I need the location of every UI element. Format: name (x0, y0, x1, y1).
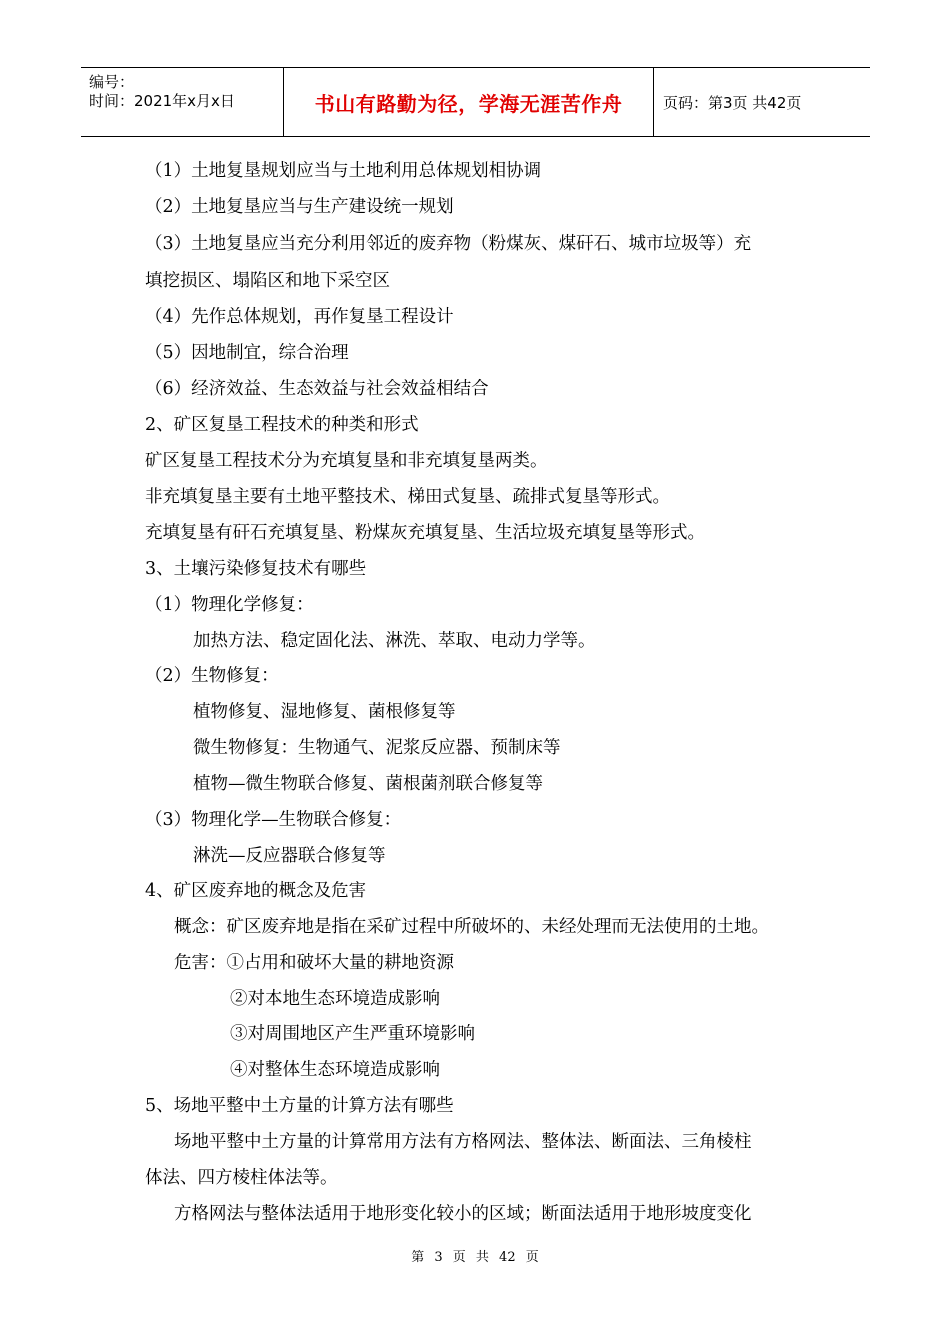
body-line: 危害：①占用和破坏大量的耕地资源 (174, 953, 454, 973)
motto-text: 书山有路勤为径，学海无涯苦作舟 (314, 91, 623, 116)
header-info-cell (81, 68, 284, 136)
body-line: （5）因地制宜，综合治理 (145, 343, 349, 363)
time-label: 时间：2021年x月x日 (89, 92, 235, 110)
body-line: 植物修复、湿地修复、菌根修复等 (193, 702, 456, 722)
header-motto-cell (284, 68, 654, 136)
body-line: 体法、四方棱柱体法等。 (145, 1168, 338, 1188)
body-line: 充填复垦有矸石充填复垦、粉煤灰充填复垦、生活垃圾充填复垦等形式。 (145, 523, 705, 543)
body-line: ④对整体生态环境造成影响 (230, 1060, 440, 1080)
body-line: 淋洗—反应器联合修复等 (193, 846, 386, 866)
body-line: （1）土地复垦规划应当与土地利用总体规划相协调 (145, 161, 542, 181)
header-page-info: 页码：第3页 共42页 (663, 93, 802, 112)
body-line: （3）土地复垦应当充分利用邻近的废弃物（粉煤灰、煤矸石、城市垃圾等）充 (145, 234, 752, 254)
body-line: 填挖损区、塌陷区和地下采空区 (145, 271, 390, 291)
body-line: 方格网法与整体法适用于地形变化较小的区域；断面法适用于地形坡度变化 (174, 1204, 752, 1224)
page-footer: 第 3 页 共 42 页 (411, 1250, 539, 1265)
body-line: ②对本地生态环境造成影响 (230, 989, 440, 1009)
section-heading: 2、矿区复垦工程技术的种类和形式 (145, 415, 419, 435)
body-line: （6）经济效益、生态效益与社会效益相结合 (145, 379, 489, 399)
section-heading: 3、土壤污染修复技术有哪些 (145, 559, 367, 579)
page-header (81, 67, 870, 137)
body-line: 概念：矿区废弃地是指在采矿过程中所破坏的、未经处理而无法使用的土地。 (174, 917, 769, 937)
section-heading: 5、场地平整中土方量的计算方法有哪些 (145, 1096, 454, 1116)
number-label: 编号： (89, 73, 135, 91)
body-line: （3）物理化学—生物联合修复： (145, 810, 402, 830)
body-line: （2）土地复垦应当与生产建设统一规划 (145, 197, 454, 217)
body-line: 微生物修复：生物通气、泥浆反应器、预制床等 (193, 738, 561, 758)
body-line: （1）物理化学修复： (145, 595, 314, 615)
body-line: 矿区复垦工程技术分为充填复垦和非充填复垦两类。 (145, 451, 548, 471)
body-line: ③对周围地区产生严重环境影响 (230, 1024, 475, 1044)
section-heading: 4、矿区废弃地的概念及危害 (145, 881, 367, 901)
body-line: 场地平整中土方量的计算常用方法有方格网法、整体法、断面法、三角棱柱 (174, 1132, 752, 1152)
body-line: （4）先作总体规划，再作复垦工程设计 (145, 307, 454, 327)
body-line: （2）生物修复： (145, 666, 279, 686)
body-line: 加热方法、稳定固化法、淋洗、萃取、电动力学等。 (193, 631, 596, 651)
body-line: 非充填复垦主要有土地平整技术、梯田式复垦、疏排式复垦等形式。 (145, 487, 670, 507)
body-line: 植物—微生物联合修复、菌根菌剂联合修复等 (193, 774, 543, 794)
